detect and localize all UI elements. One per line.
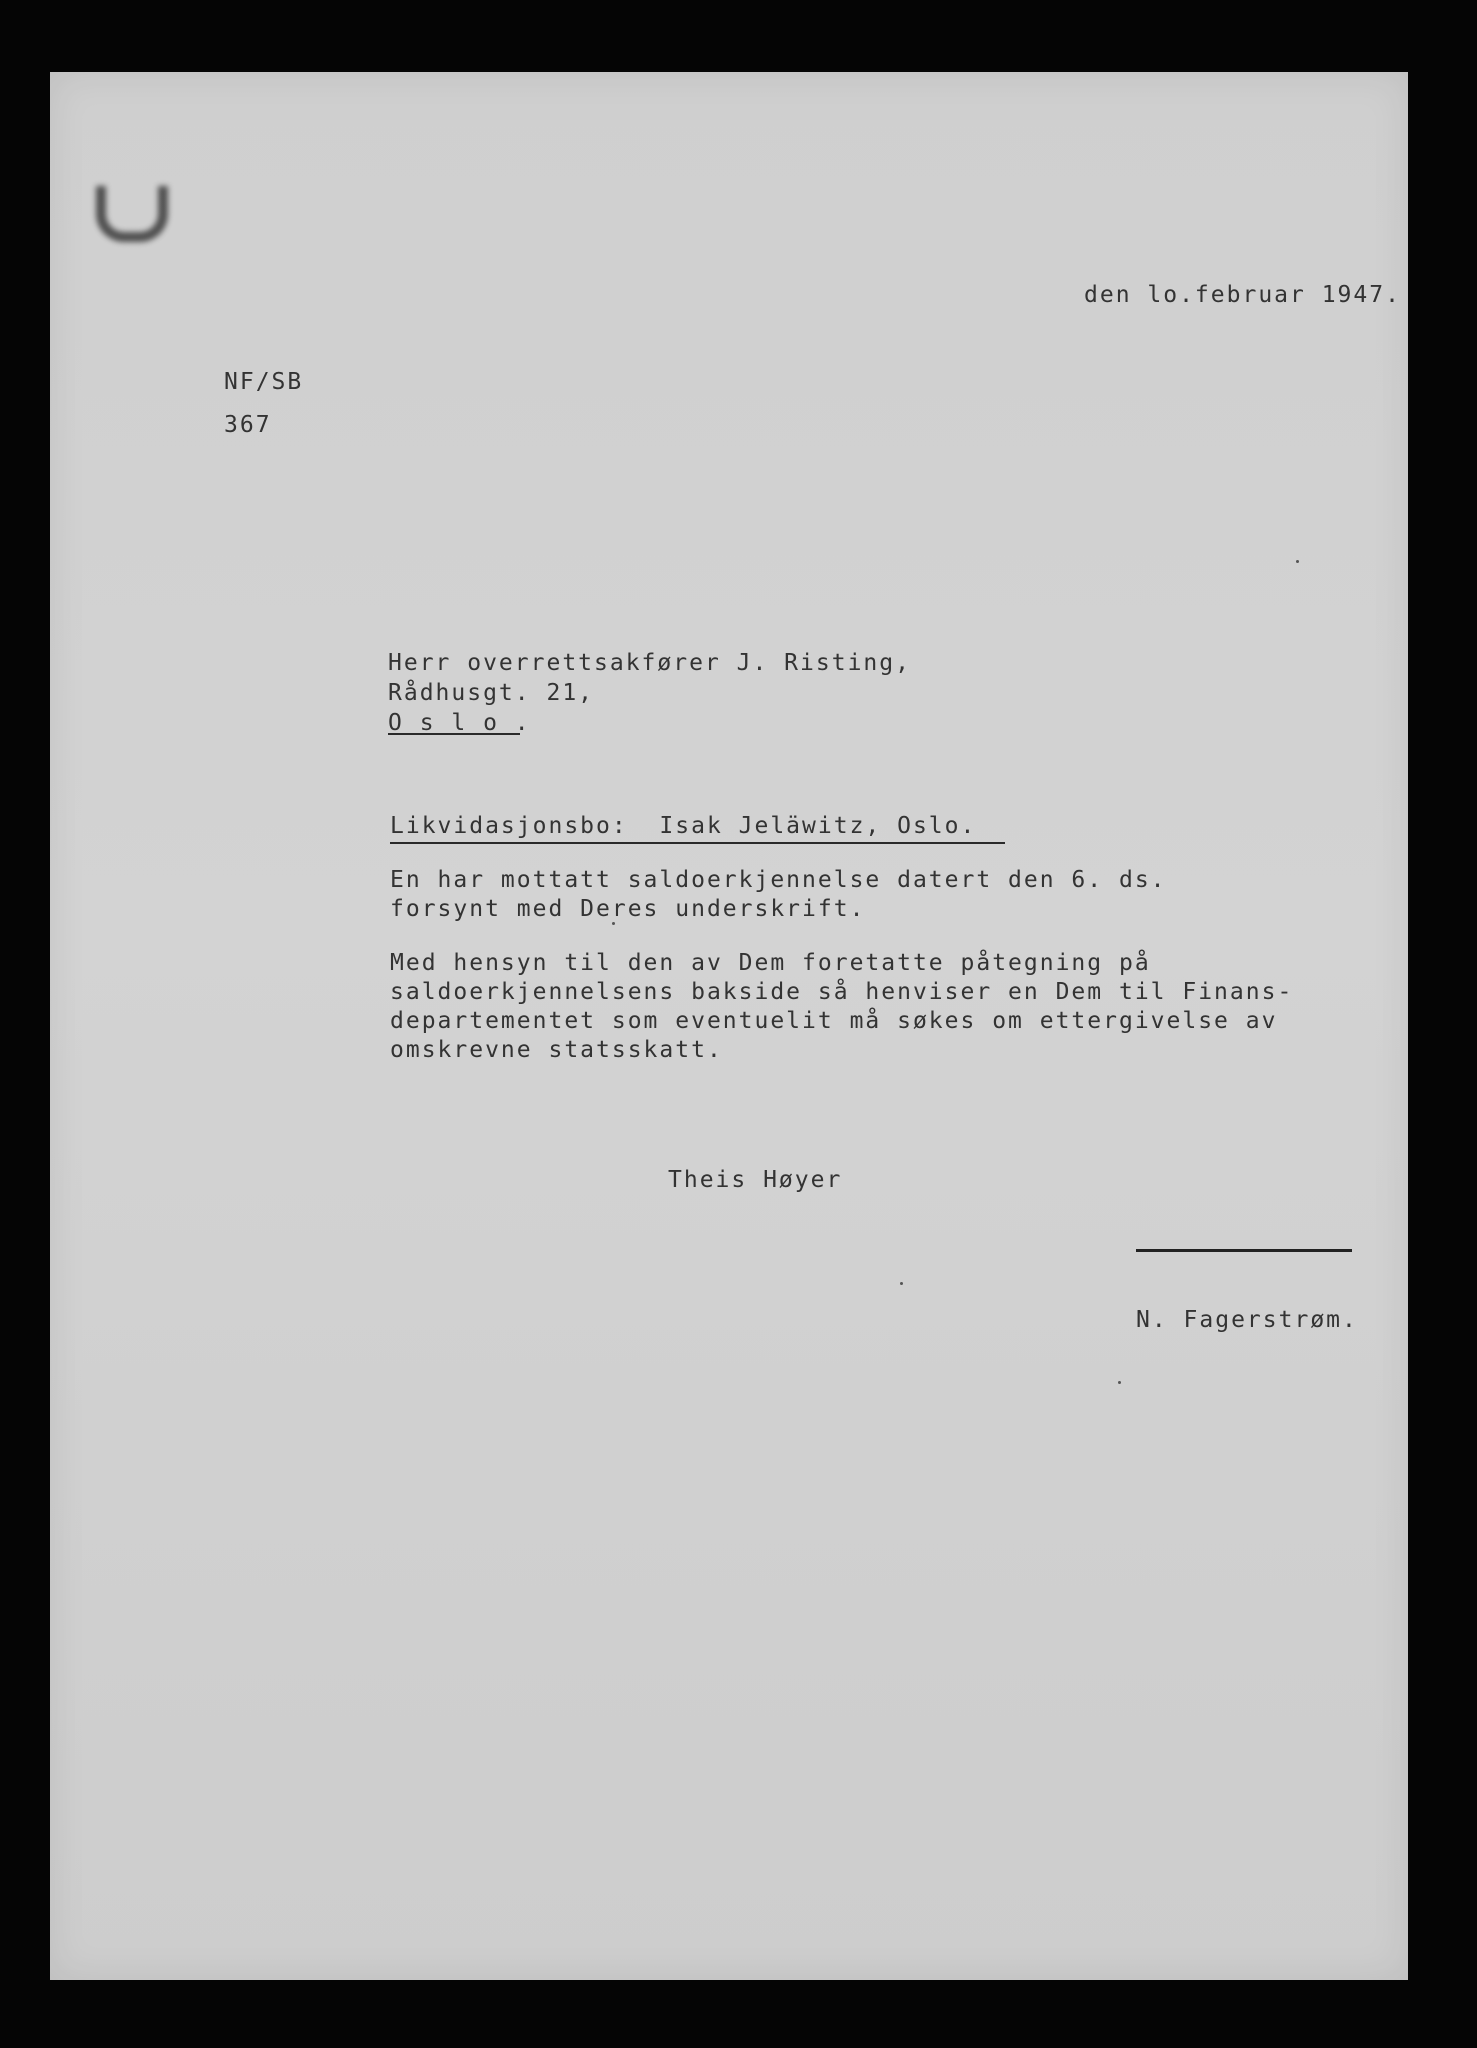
ink-blot-mark: [96, 186, 168, 242]
recipient-street: Rådhusgt. 21,: [388, 680, 595, 706]
subject-line: Likvidasjonsbo: Isak Jeläwitz, Oslo.: [390, 813, 977, 839]
reference-code: NF/SB: [224, 369, 304, 395]
paragraph-2-line-1: Med hensyn til den av Dem foretatte påtegning på: [390, 950, 1151, 976]
signatory-theis-hoyer: Theis Høyer: [668, 1167, 843, 1193]
signatory-fagerstrom: N. Fagerstrøm.: [1136, 1307, 1358, 1333]
paragraph-1-line-2: forsynt med Deres underskrift.: [390, 896, 866, 922]
signature-line: [1136, 1249, 1352, 1252]
recipient-city: O s l o .: [388, 710, 531, 736]
paper-speck: [900, 1282, 903, 1285]
paragraph-2-line-2: saldoerkjennelsens bakside så henviser en Dem til Finans-: [390, 979, 1294, 1005]
recipient-name: Herr overrettsakfører J. Risting,: [388, 650, 911, 676]
paragraph-1-line-1: En har mottatt saldoerkjennelse datert den 6. ds.: [390, 867, 1167, 893]
paragraph-2-line-3: departementet som eventuelit må søkes om ettergivelse av: [390, 1008, 1278, 1034]
letter-date: den lo.februar 1947.: [1084, 282, 1401, 308]
reference-number: 367: [224, 412, 272, 438]
city-underline: [388, 733, 520, 735]
paper-speck: [1296, 560, 1299, 563]
paper-speck: [612, 922, 615, 925]
subject-underline: [390, 842, 1005, 844]
paragraph-2-line-4: omskrevne statsskatt.: [390, 1037, 723, 1063]
paper-speck: [1118, 1381, 1121, 1384]
